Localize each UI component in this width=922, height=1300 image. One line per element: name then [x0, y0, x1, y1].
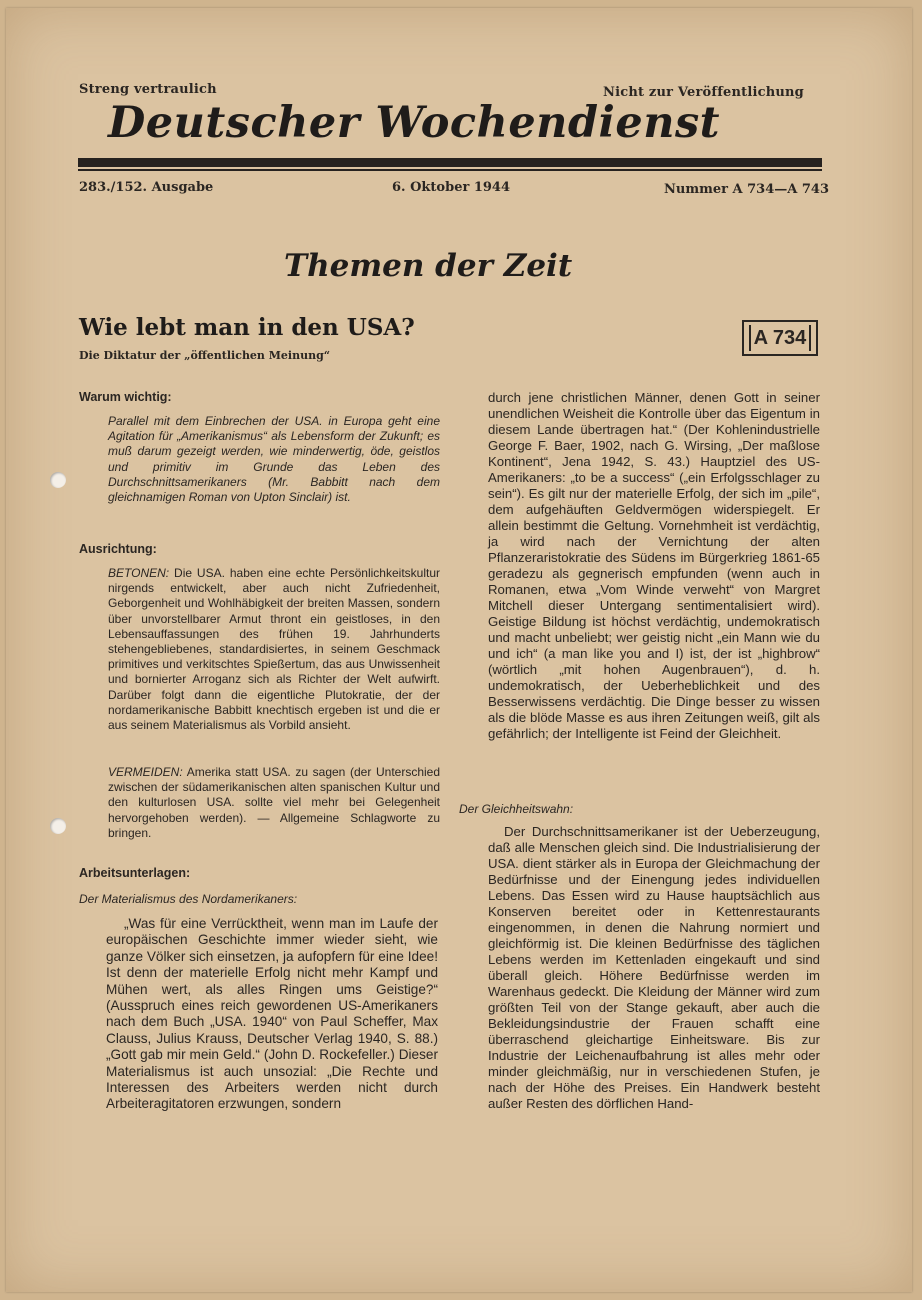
vermeiden-paragraph — [108, 765, 440, 841]
warum-heading: Warum wichtig: — [79, 390, 172, 404]
issue-date: 6. Oktober 1944 — [392, 180, 511, 195]
masthead-rule — [78, 158, 822, 167]
arbeitsunterlagen-heading: Arbeitsunterlagen: — [79, 866, 191, 880]
ausrichtung-heading: Ausrichtung: — [79, 542, 157, 556]
masthead-rule-thin — [78, 169, 822, 171]
issue-number: 283./152. Ausgabe — [79, 180, 214, 195]
masthead-title: Deutscher Wochendienst — [108, 98, 721, 148]
document-number-stamp: A 734 — [742, 320, 818, 356]
right-column-text-1: durch jene christlichen Männer, denen Gott in seiner unendlichen Weisheit die Kontrolle über das Eigentum in diesem Lande übertragen hat.“ (Der Kohlenindustrielle George F. Baer, 1902, nach G. Wirsing, „Der maßlose Kontinent“, Jena 1942, S. 43.) Hauptziel des US-Amerikaners: „to be a success“ („ein Erfolgsschlager zu sein“). Es gilt nur der materielle Erfolg, der sich im „pile“, dem aufgehäuften Geldvermögen widerspiegelt. Er allein bestimmt die Geltung. Vornehmheit ist verdächtig, ja wird nach der Vernichtung der alten Pflanzeraristokratie des Südens im Bürgerkrieg 1861-65 geradezu als gegnerisch empfunden (wenn auch in Romanen, etwa „Vom Winde verweht“ von Margret Mitchell dieser Untergang sentimentalisiert wird). Geistige Bildung ist höchst verdächtig, undemokratisch und macht unbeliebt; wer geistig nicht „ein Mann wie du und ich“ (a man like you and I) ist, der ist „highbrow“ (wörtlich „mit hohen Augenbrauen“), d. h. undemokratisch, der Ueberheblichkeit und des Besserwissens verdächtig. Die Dinge besser zu wissen als die blöde Masse es aus ihren Zeitungen weiß, gilt als gefährlich; der Intelligente ist Feind der Gleichheit. — [488, 390, 820, 741]
punch-hole — [50, 472, 66, 488]
article-title: Wie lebt man in den USA? — [79, 314, 415, 341]
not-for-publication-label: Nicht zur Veröffentlichung — [603, 85, 804, 100]
item-numbers: Nummer A 734—A 743 — [664, 182, 829, 197]
materialismus-heading: Der Materialismus des Nordamerikaners: — [79, 892, 298, 906]
betonen-label: BETONEN: — [108, 566, 170, 580]
article-subtitle: Die Diktatur der „öffentlichen Meinung“ — [79, 349, 331, 362]
right-column-text-2: Der Durchschnittsamerikaner ist der Ueberzeugung, daß alle Menschen gleich sind. Die Industrialisierung der USA. dient stärker als in Europa der Gleichmachung der Bedürfnisse und der Einengung jedes individuellen Lebens. Das Essen wird zu Hause hauptsächlich aus Konserven bereitet oder in Kettenrestaurants eingenommen, in denen die Nahrung normiert und gleichförmig ist. Die kleinen Bedürfnisse des täglichen Lebens werden im Kettenladen eingekauft und sind überall gleich. Höhere Bedürfnisse werden im Warenhaus gedeckt. Die Kleidung der Männer wird zum größten Teil von der Stange gekauft, aber auch die Bekleidungsindustrie der Frauen schafft eine überraschend gleichartige Einheitsware. Bis zur Industrie der Leichenaufbahrung ist alles mehr oder minder gleichmäßig, nur in verschiedenen Stufen, je nach der Höhe des Preises. Ein Handwerk besteht außer Resten des dörflichen Hand- — [488, 824, 820, 1111]
confidential-label: Streng vertraulich — [79, 82, 217, 97]
warum-text: Parallel mit dem Einbrechen der USA. in Europa geht eine Agitation für „Amerikanismus“ als Lebensform der Zukunft; es muß darum gezeigt werden, wie minderwertig, öde, geistlos und primitiv im Grunde das Leben des Durchschnittsamerikaners (Mr. Babbitt nach dem gleichnamigen Roman von Upton Sinclair) ist. — [108, 414, 440, 505]
vermeiden-text: Amerika statt USA. zu sagen (der Unterschied zwischen der südamerikanischen alten spanischen Kultur und den kulturlosen USA. sollte viel mehr bei Gelegenheit hervorgehoben werden). — Allgemeine Schlagworte zu bringen. — [108, 765, 441, 840]
section-title: Themen der Zeit — [284, 248, 573, 284]
gleichheitswahn-heading: Der Gleichheitswahn: — [459, 802, 574, 816]
betonen-paragraph — [108, 566, 440, 733]
materialismus-text: „Was für eine Verrücktheit, wenn man im Laufe der europäischen Geschichte immer wieder sieht, wie ganze Völker sich einsetzen, ja aufopfern für eine Idee! Ist denn der materielle Erfolg nicht mehr Kampf und Mühen wert, als alles Ringen ums Geistige?“ (Ausspruch eines reich gewordenen US-Amerikaners nach dem Buch „USA. 1940“ von Paul Scheffer, Max Clauss, Julius Krauss, Deutscher Verlag 1940, S. 88.) „Gott gab mir mein Geld.“ (John D. Rockefeller.) Dieser Materialismus ist auch unsozial: „Die Rechte und Interessen des Arbeiters werden nicht durch Arbeiteragitatoren erzwungen, sondern — [106, 916, 438, 1112]
vermeiden-label: VERMEIDEN: — [108, 765, 183, 779]
punch-hole — [50, 818, 66, 834]
betonen-text: Die USA. haben eine echte Persönlichkeitskultur nirgends entwickelt, aber auch nicht Zufriedenheit, Geborgenheit und Wohlhäbigkeit der breiten Massen, sondern über unvorstellbarer Armut thront ein geistloses, in den Lebensauffassungen des frühen 19. Jahrhunderts stehengebliebenes, standardisiertes, in seinem Geschmack primitives und verkitschtes Spießertum, das aus Unwissenheit und bornierter Arroganz sich als Richter der Welt aufwirft. Darüber folgt dann die eigentliche Plutokratie, der der nordamerikanische Babbitt knechtisch ergeben ist und die er aus seinem Materialismus als Vorbild ansieht. — [108, 566, 440, 733]
